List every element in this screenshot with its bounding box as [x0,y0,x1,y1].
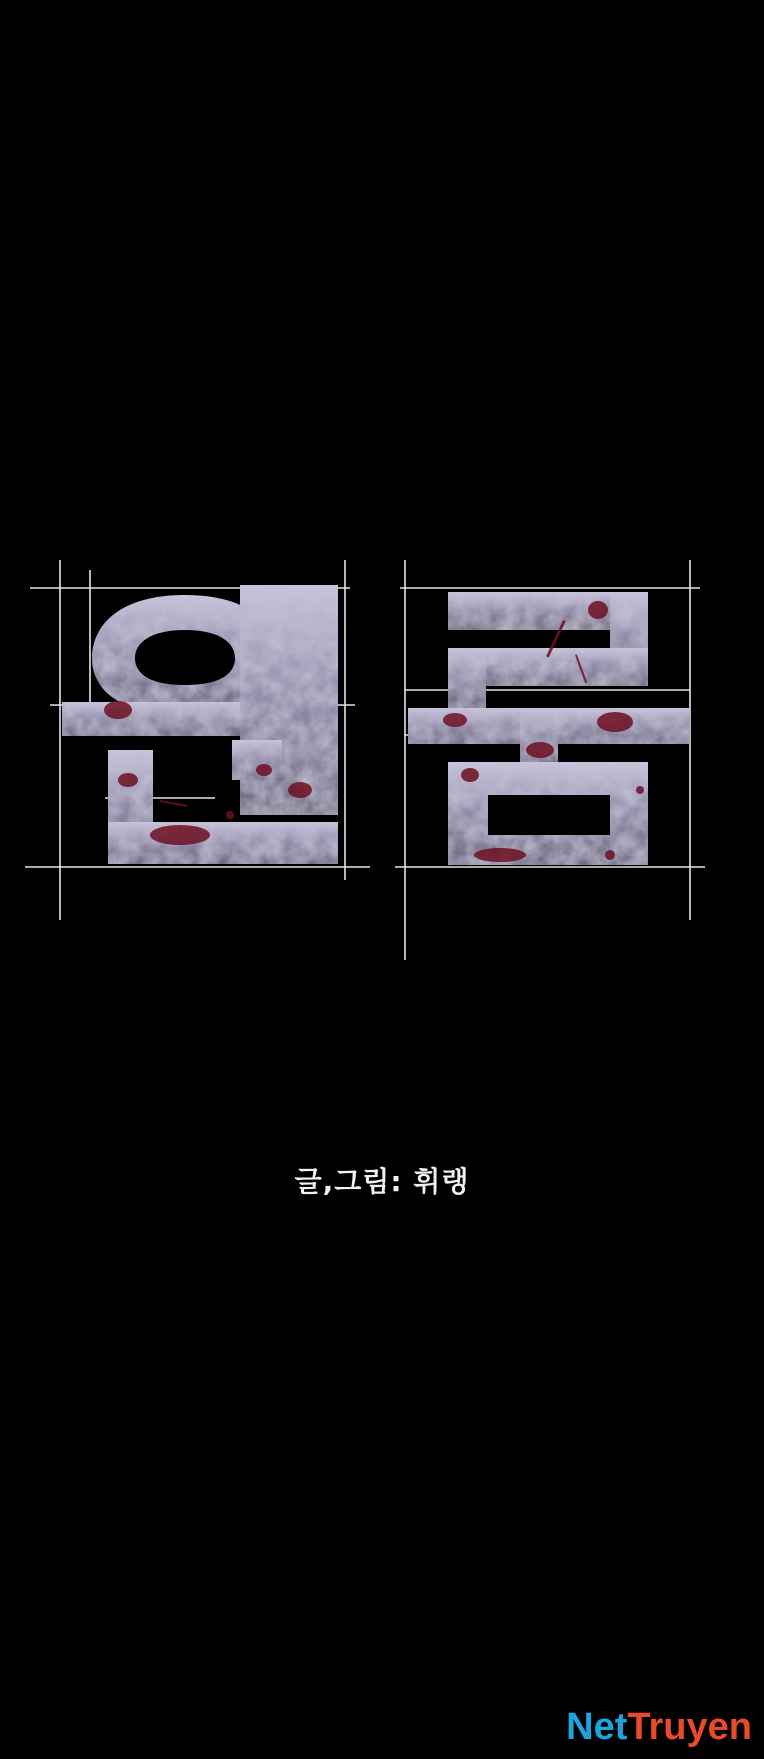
watermark-part-net: Net [566,1706,628,1748]
title-glyph-won [62,585,338,864]
site-watermark [566,1706,752,1749]
author-credit: 글,그림: 휘랭 [294,1165,470,1198]
title-logo [0,540,764,980]
title-logo-graphic [0,540,764,980]
watermark-part-truyen: Truyen [627,1706,752,1748]
title-glyph-rum [408,592,690,865]
